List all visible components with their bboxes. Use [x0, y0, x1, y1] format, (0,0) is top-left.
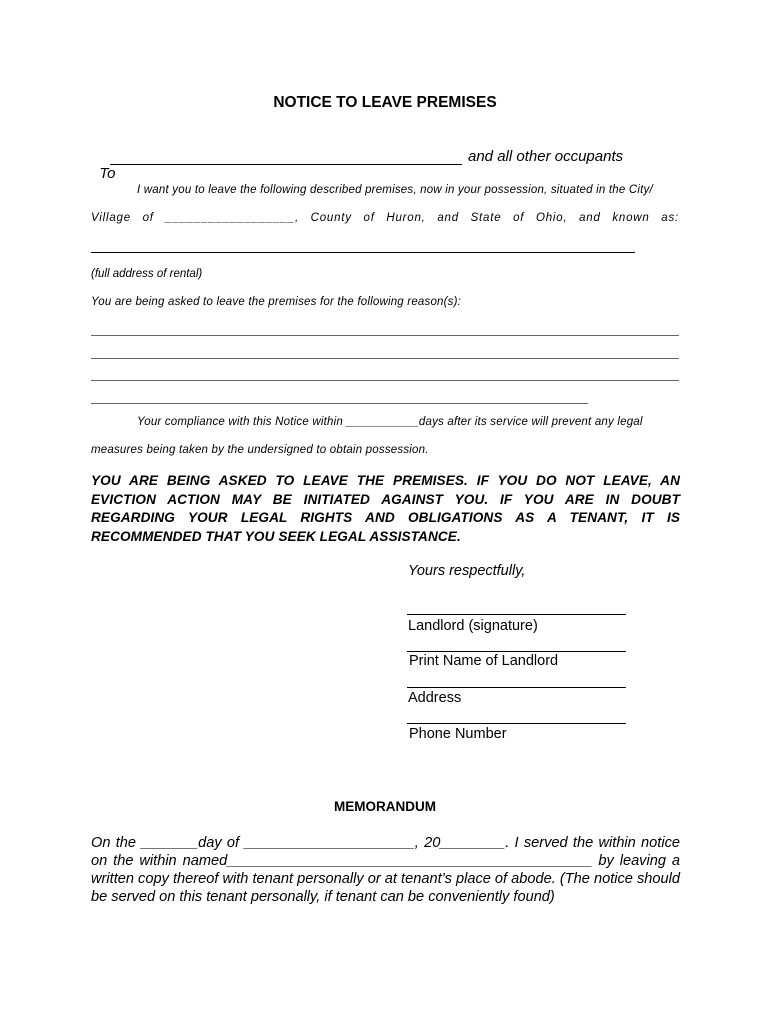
to-prefix: To [99, 165, 116, 182]
to-suffix: and all other occupants [468, 148, 624, 165]
legal-warning: YOU ARE BEING ASKED TO LEAVE THE PREMISES. IF YOU DO NOT LEAVE, AN EVICTION ACTION MAY BE INITIATED AGAINST YOU. IF YOU ARE IN DOUBT REGARDING YOUR LEGAL RIGHTS AND OBLIGATIONS AS A TENANT, IT IS RECOMMENDED THAT YOU SEEK LEGAL ASSISTANCE. [91, 473, 680, 544]
reason-intro: You are being asked to leave the premises for the following reason(s): [91, 296, 462, 308]
page-title: NOTICE TO LEAVE PREMISES [273, 94, 497, 111]
memorandum-text: On the _______day of _____________________, 20________. I served the within notice on the within named_____________________________________________ by leaving a written copy thereof with tenant personally or at tenant’s place of abode. (The notice should be served on this tenant personally, if tenant can be conveniently found) [91, 835, 680, 905]
compliance-line-1: Your compliance with this Notice within ___________days after its service will prevent any legal [137, 416, 643, 428]
closing: Yours respectfully, [408, 563, 526, 579]
village-line: Village of __________________, County of Huron, and State of Ohio, and known as: [91, 212, 679, 224]
print-name-label: Print Name of Landlord [409, 653, 559, 669]
signature-label: Landlord (signature) [408, 618, 538, 634]
print-name-blank[interactable] [407, 651, 626, 652]
reason-line-2[interactable] [91, 358, 679, 359]
address-label: Address [408, 690, 462, 706]
reason-line-4[interactable] [91, 403, 588, 404]
signature-blank[interactable] [407, 614, 626, 615]
compliance-line-2: measures being taken by the undersigned to obtain possession. [91, 444, 429, 456]
phone-blank[interactable] [407, 723, 626, 724]
address-caption: (full address of rental) [91, 268, 203, 280]
reason-line-3[interactable] [91, 380, 679, 381]
address-blank[interactable] [407, 687, 626, 688]
reason-line-1[interactable] [91, 335, 679, 336]
tenant-name-blank[interactable] [110, 164, 462, 165]
to-line [91, 148, 115, 182]
rental-address-blank[interactable] [91, 252, 635, 253]
phone-label: Phone Number [409, 726, 507, 742]
intro-line: I want you to leave the following described premises, now in your possession, situated in the City/ [137, 184, 653, 196]
memorandum-title: MEMORANDUM [334, 799, 436, 814]
